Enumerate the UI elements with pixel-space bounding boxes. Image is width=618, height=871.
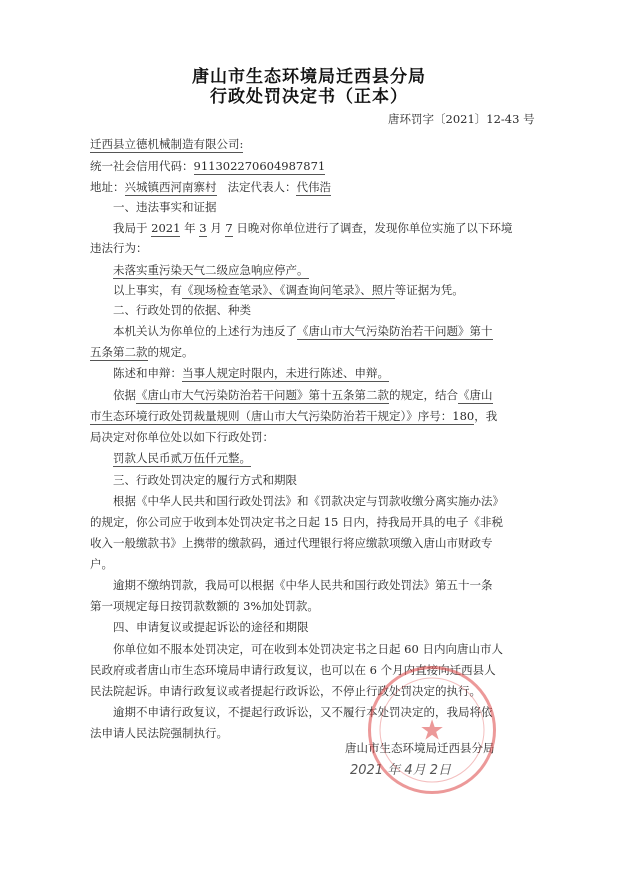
- company-name: 迁西县立德机械制造有限公司:: [90, 137, 244, 151]
- seal-star-icon: ★: [419, 713, 445, 747]
- sec3-p1-line4: 户。: [90, 557, 113, 571]
- sec1-paragraph-line2: 违法行为：: [90, 241, 148, 255]
- violation-text: 未落实重污染天气二级应急响应停产。: [113, 263, 309, 277]
- address: 兴城镇西河南寨村: [124, 180, 217, 194]
- official-seal: [368, 666, 496, 794]
- sec4-p1-line3: 民法院起诉。申请行政复议或者提起行政诉讼，不停止行政处罚决定的执行。: [90, 684, 481, 698]
- sec4-p2-line1: 逾期不申请行政复议，不提起行政诉讼，又不履行本处罚决定的，我局将依: [113, 705, 493, 719]
- sec3-p1-line3: 收入一般缴款书》上携带的缴款码，通过代理银行将应缴款项缴入唐山市财政专: [90, 536, 493, 550]
- section-1-heading: 一、违法事实和证据: [113, 200, 217, 214]
- credit-code: 911302270604987871: [193, 159, 326, 173]
- basis-line3: 局决定对你单位处以如下行政处罚：: [90, 430, 274, 444]
- sec1-paragraph-line1: 我局于 2021 年 3 月 7 日晚对你单位进行了调查，发现你单位实施了以下环境: [113, 221, 513, 235]
- address-line: 地址：兴城镇西河南寨村 法定代表人：代伟浩: [90, 180, 331, 194]
- legal-rep: 代伟浩: [296, 180, 331, 194]
- sec3-p1-line2: 的规定，你公司应于收到本处罚决定书之日起 15 日内，持我局开具的电子《非税: [90, 515, 503, 529]
- section-2-heading: 二、行政处罚的依据、种类: [113, 303, 251, 317]
- document-title-1: 唐山市生态环境局迁西县分局: [192, 67, 426, 87]
- section-4-heading: 四、申请复议或提起诉讼的途径和期限: [113, 620, 309, 634]
- penalty-text: 罚款人民币贰万伍仟元整。: [113, 451, 251, 465]
- credit-code-line: 统一社会信用代码：911302270604987871: [90, 159, 326, 173]
- document-number: 唐环罚字〔2021〕12-43 号: [388, 112, 535, 126]
- sec3-p2-line2: 第一项规定每日按罚款数额的 3%加处罚款。: [90, 599, 319, 613]
- sec3-p1-line1: 根据《中华人民共和国行政处罚法》和《罚款决定与罚款收缴分离实施办法》: [113, 494, 504, 508]
- sec2-p1-line2: 五条第二款的规定。: [90, 345, 194, 359]
- basis-line1: 依据《唐山市大气污染防治若干问题》第十五条第二款的规定，结合《唐山: [113, 388, 493, 402]
- sec4-p1-line1: 你单位如不服本处罚决定，可在收到本处罚决定书之日起 60 日内向唐山市人: [113, 642, 503, 656]
- basis-line2: 市生态环境行政处罚裁量规则（唐山市大气污染防治若干规定）》序号：180，我: [90, 409, 498, 423]
- section-3-heading: 三、行政处罚决定的履行方式和期限: [113, 473, 297, 487]
- sec3-p2-line1: 逾期不缴纳罚款，我局可以根据《中华人民共和国行政处罚法》第五十一条: [113, 578, 493, 592]
- handwritten-date: 2021 年 4月 2日: [350, 763, 452, 778]
- statement-line: 陈述和申辩：当事人规定时限内，未进行陈述、申辩。: [113, 366, 389, 380]
- document-title-2: 行政处罚决定书（正本）: [210, 87, 408, 107]
- issuer-name: 唐山市生态环境局迁西县分局: [345, 741, 495, 755]
- sec4-p1-line2: 民政府或者唐山市生态环境局申请行政复议，也可以在 6 个月内直接向迁西县人: [90, 663, 496, 677]
- sec2-p1-line1: 本机关认为你单位的上述行为违反了《唐山市大气污染防治若干问题》第十: [113, 324, 493, 338]
- evidence-line: 以上事实，有《现场检查笔录》、《调查询问笔录》、照片等证据为凭。: [113, 283, 464, 297]
- sec4-p2-line2: 法申请人民法院强制执行。: [90, 726, 228, 740]
